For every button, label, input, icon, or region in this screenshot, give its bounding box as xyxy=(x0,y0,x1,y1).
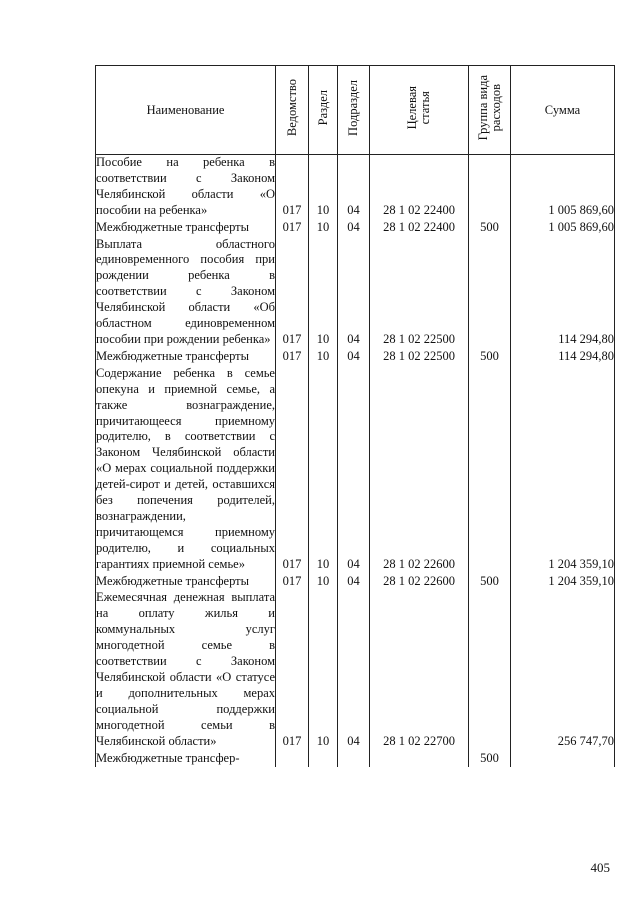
row-vedomstvo-cell: 017 xyxy=(276,220,309,237)
row-summa-cell xyxy=(511,751,615,768)
row-vedomstvo-cell: 017 xyxy=(276,349,309,366)
row-vedomstvo-cell: 017 xyxy=(276,366,309,574)
table-row xyxy=(96,349,615,366)
table-row xyxy=(96,155,615,220)
table-row xyxy=(96,220,615,237)
table-row xyxy=(96,237,615,349)
row-podrazdel-cell: 04 xyxy=(338,220,370,237)
row-tselevaya-cell: 28 1 02 22400 xyxy=(370,220,469,237)
row-podrazdel-cell: 04 xyxy=(338,349,370,366)
table-row xyxy=(96,366,615,574)
header-vedomstvo: Ведомство xyxy=(276,66,309,155)
row-tselevaya-cell: 28 1 02 22600 xyxy=(370,574,469,591)
row-vedomstvo-cell: 017 xyxy=(276,574,309,591)
header-name: Наименование xyxy=(96,66,276,155)
table-row xyxy=(96,574,615,591)
row-tselevaya-cell: 28 1 02 22500 xyxy=(370,349,469,366)
row-summa-cell: 114 294,80 xyxy=(511,237,615,349)
row-vedomstvo-cell xyxy=(276,751,309,768)
row-name-cell: Межбюджетные трансферты xyxy=(96,220,276,237)
row-gruppa-cell xyxy=(469,366,511,574)
row-podrazdel-cell xyxy=(338,751,370,768)
row-name-cell: Содержание ребенка в семье опекуна и приемной семье, а также вознаграждение, причитающееся приемному родителю, в соответствии с Законом Челябинской области «О мерах социальной поддержки детей-сирот и детей, оставшихся без попечения родителей, вознаграждении, причитающемся приемному родителю, и социальных гарантиях приемной семье» xyxy=(96,366,276,574)
row-tselevaya-cell xyxy=(370,751,469,768)
row-summa-cell: 256 747,70 xyxy=(511,590,615,750)
row-gruppa-cell: 500 xyxy=(469,751,511,768)
row-podrazdel-cell: 04 xyxy=(338,590,370,750)
row-podrazdel-cell: 04 xyxy=(338,155,370,220)
row-summa-cell: 1 005 869,60 xyxy=(511,155,615,220)
row-razdel-cell: 10 xyxy=(309,237,338,349)
row-gruppa-cell xyxy=(469,155,511,220)
header-podrazdel: Подраздел xyxy=(338,66,370,155)
row-summa-cell: 1 204 359,10 xyxy=(511,574,615,591)
row-podrazdel-cell: 04 xyxy=(338,237,370,349)
row-razdel-cell: 10 xyxy=(309,155,338,220)
row-name-cell: Выплата областного единовременного пособия при рождении ребенка в соответствии с Законом Челябинской области «Об областном единовременном пособии при рождении ребенка» xyxy=(96,237,276,349)
table-row xyxy=(96,751,615,768)
header-tselevaya-statya: Целевая статья xyxy=(370,66,469,155)
row-summa-cell: 1 005 869,60 xyxy=(511,220,615,237)
row-tselevaya-cell: 28 1 02 22400 xyxy=(370,155,469,220)
row-tselevaya-cell: 28 1 02 22600 xyxy=(370,366,469,574)
row-name-cell: Межбюджетные трансфер- xyxy=(96,751,276,768)
table-header-row xyxy=(96,66,615,155)
page-number: 405 xyxy=(590,860,610,875)
row-summa-cell: 114 294,80 xyxy=(511,349,615,366)
row-gruppa-cell: 500 xyxy=(469,349,511,366)
row-tselevaya-cell: 28 1 02 22700 xyxy=(370,590,469,750)
row-podrazdel-cell: 04 xyxy=(338,366,370,574)
row-podrazdel-cell: 04 xyxy=(338,574,370,591)
budget-table xyxy=(95,65,615,767)
row-name-cell: Ежемесячная денежная выплата на оплату жилья и коммунальных услуг многодетной семье в соответствии с Законом Челябинской области «О статусе и дополнительных мерах социальной поддержки многодетной семьи в Челябинской области» xyxy=(96,590,276,750)
header-razdel: Раздел xyxy=(309,66,338,155)
row-name-cell: Межбюджетные трансферты xyxy=(96,349,276,366)
row-razdel-cell: 10 xyxy=(309,574,338,591)
row-gruppa-cell xyxy=(469,237,511,349)
row-razdel-cell: 10 xyxy=(309,220,338,237)
row-vedomstvo-cell: 017 xyxy=(276,155,309,220)
row-name-cell: Пособие на ребенка в соответствии с Законом Челябинской области «О пособии на ребенка» xyxy=(96,155,276,220)
row-gruppa-cell: 500 xyxy=(469,574,511,591)
header-gruppa-vida-raskhodov: Группа вида расходов xyxy=(469,66,511,155)
row-vedomstvo-cell: 017 xyxy=(276,590,309,750)
row-razdel-cell: 10 xyxy=(309,349,338,366)
row-gruppa-cell xyxy=(469,590,511,750)
row-tselevaya-cell: 28 1 02 22500 xyxy=(370,237,469,349)
row-razdel-cell: 10 xyxy=(309,590,338,750)
header-summa: Сумма xyxy=(511,66,615,155)
row-name-cell: Межбюджетные трансферты xyxy=(96,574,276,591)
row-vedomstvo-cell: 017 xyxy=(276,237,309,349)
table-row xyxy=(96,590,615,750)
row-summa-cell: 1 204 359,10 xyxy=(511,366,615,574)
row-razdel-cell xyxy=(309,751,338,768)
row-razdel-cell: 10 xyxy=(309,366,338,574)
row-gruppa-cell: 500 xyxy=(469,220,511,237)
